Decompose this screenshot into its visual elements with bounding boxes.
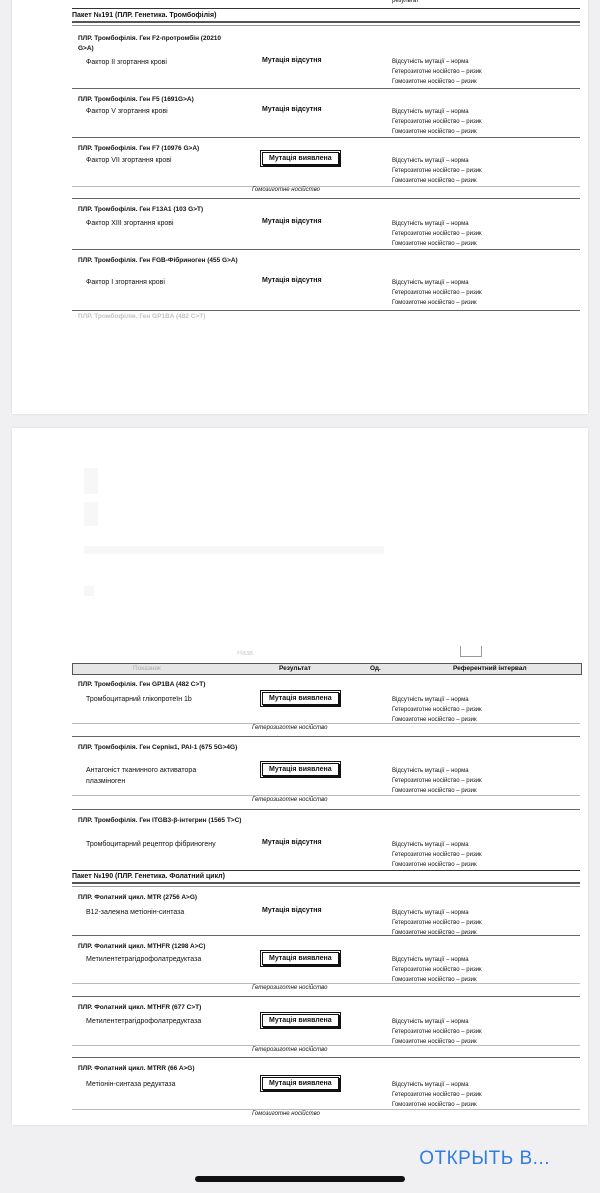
- reference-interval: Відсутність мутації – норма Гетерозиготне носійство – ризик Гомозиготне носійство – ризик: [392, 957, 482, 983]
- result-value: Мутація виявлена: [262, 152, 339, 165]
- document-page-1: [12, 0, 588, 414]
- faded-label: Назв.: [237, 650, 255, 657]
- reference-interval: Відсутність мутації – норма Гетерозиготне носійство – ризик Гомозиготне носійство – ризик: [392, 1019, 482, 1045]
- reference-interval: Відсутність мутації – норма Гетерозиготне носійство – ризик Гомозиготне носійство – ризик: [392, 1082, 482, 1108]
- analyte-name: B12-залежна метіонін-синтаза: [86, 909, 185, 916]
- reference-interval: Відсутність мутації – норма Гетерозиготне носійство – ризик Гомозиготне носійство – ризик: [392, 158, 482, 184]
- header-indicator: Показник: [133, 665, 161, 672]
- document-page-2: [12, 428, 588, 1125]
- cut-test-title: ПЛР. Тромбофілія. Ген GP1BA (482 C>T): [78, 313, 206, 320]
- result-note: Гомозиготне носійство: [252, 187, 320, 193]
- analyte-name: Фактор XIII згортання крові: [86, 220, 174, 227]
- analyte-name: Фактор VII згортання крові: [86, 157, 172, 164]
- test-block: [72, 28, 580, 89]
- result-value: Мутація відсутня: [262, 218, 322, 225]
- result-value: Мутація відсутня: [262, 839, 322, 846]
- test-title: ПЛР. Тромбофілія. Ген FGB-Фібриноген (455 G>A): [78, 257, 238, 264]
- result-value: Мутація відсутня: [262, 106, 322, 113]
- analyte-name: Фактор V згортання крові: [86, 108, 168, 115]
- test-block: [72, 89, 580, 138]
- test-title: ПЛР. Тромбофілія. Ген F13A1 (103 G>T): [78, 206, 204, 213]
- reference-interval: Відсутність мутації – норма Гетерозиготне носійство – ризик Гомозиготне носійство – ризик: [392, 842, 482, 868]
- analyte-name: Антагоніст тканинного активатора плазміноген: [86, 767, 197, 785]
- result-value: Мутація виявлена: [262, 1077, 339, 1090]
- reference-interval: Відсутність мутації – норма Гетерозиготне носійство – ризик Гомозиготне носійство – ризик: [392, 59, 482, 85]
- packet-title: Пакет №190 (ПЛР. Генетика. Фолатний цикл): [72, 871, 580, 884]
- analyte-name: Метіонін-синтаза редуктаза: [86, 1081, 176, 1088]
- header-result: Результат: [279, 665, 311, 672]
- analyte-name: Метилентетрагідрофолатредуктаза: [86, 1018, 202, 1025]
- result-note: Гетерозиготне носійство: [252, 1047, 328, 1053]
- test-block: [72, 737, 580, 810]
- test-title: ПЛР. Тромбофілія. Ген F7 (10976 G>A): [78, 145, 200, 152]
- result-value: Мутація виявлена: [262, 952, 339, 965]
- reference-interval: Відсутність мутації – норма Гетерозиготне носійство – ризик Гомозиготне носійство – ризик: [392, 109, 482, 135]
- test-block: [72, 199, 580, 250]
- reference-interval: Відсутність мутації – норма Гетерозиготне носійство – ризик Гомозиготне носійство – ризик: [392, 280, 482, 306]
- result-value: Мутація виявлена: [262, 1014, 339, 1027]
- analyte-name: Фактор II згортання крові: [86, 59, 167, 66]
- test-title: ПЛР. Тромбофілія. Ген F2-протромбін (20210 G>A): [78, 35, 222, 52]
- result-value: Мутація відсутня: [262, 277, 322, 284]
- result-column-label: результат: [392, 0, 419, 4]
- reference-interval: Відсутність мутації – норма Гетерозиготне носійство – ризик Гомозиготне носійство – ризик: [392, 768, 482, 794]
- test-block: [72, 997, 580, 1058]
- analyte-name: Тромбоцитарний глікопротеїн 1b: [86, 696, 192, 703]
- reference-interval: Відсутність мутації – норма Гетерозиготне носійство – ризик Гомозиготне носійство – ризик: [392, 910, 482, 936]
- test-title: ПЛР. Тромбофілія. Ген GP1BA (482 C>T): [78, 681, 206, 688]
- result-value: Мутація відсутня: [262, 57, 322, 64]
- reference-interval: Відсутність мутації – норма Гетерозиготне носійство – ризик Гомозиготне носійство – ризик: [392, 221, 482, 247]
- test-title: ПЛР. Тромбофілія. Ген Серпін1, PAI-1 (675 5G>4G): [78, 744, 238, 751]
- analyte-name: Тромбоцитарний рецептор фібриногену: [86, 841, 216, 848]
- result-note: Гетерозиготне носійство: [252, 725, 328, 731]
- header-ref: Референтний інтервал: [453, 665, 527, 672]
- test-block: [72, 674, 580, 737]
- test-block: [72, 250, 580, 311]
- test-block: [72, 936, 580, 997]
- test-title: ПЛР. Тромбофілія. Ген ITGB3-β-інтегрин (1565 T>C): [78, 817, 242, 824]
- test-block: [72, 887, 580, 936]
- analyte-name: Метилентетрагідрофолатредуктаза: [86, 956, 202, 963]
- reference-interval: Відсутність мутації – норма Гетерозиготне носійство – ризик Гомозиготне носійство – ризик: [392, 697, 482, 723]
- result-value: Мутація відсутня: [262, 907, 322, 914]
- packet-title: Пакет №191 (ПЛР. Генетика. Тромбофілія): [72, 10, 580, 23]
- test-title: ПЛР. Фолатний цикл. MTHFR (677 C>T): [78, 1004, 202, 1011]
- test-title: ПЛР. Фолатний цикл. MTRR (66 A>G): [78, 1065, 195, 1072]
- faded-box: [460, 646, 482, 657]
- test-block: [72, 810, 580, 872]
- analyte-name: Фактор I згортання крові: [86, 279, 165, 286]
- result-note: Гетерозиготне носійство: [252, 797, 328, 803]
- test-block: [72, 1058, 580, 1120]
- header-unit: Од.: [370, 665, 381, 672]
- test-title: ПЛР. Тромбофілія. Ген F5 (1691G>A): [78, 96, 194, 103]
- open-in-button[interactable]: ОТКРЫТЬ В...: [419, 1148, 550, 1169]
- result-value: Мутація виявлена: [262, 763, 339, 776]
- test-title: ПЛР. Фолатний цикл. MTHFR (1298 A>C): [78, 943, 206, 950]
- test-block: [72, 138, 580, 199]
- result-note: Гомозиготне носійство: [252, 1111, 320, 1117]
- result-value: Мутація виявлена: [262, 692, 339, 705]
- test-title: ПЛР. Фолатний цикл. MTR (2756 A>G): [78, 894, 198, 901]
- result-note: Гетерозиготне носійство: [252, 985, 328, 991]
- home-indicator[interactable]: [195, 1176, 405, 1182]
